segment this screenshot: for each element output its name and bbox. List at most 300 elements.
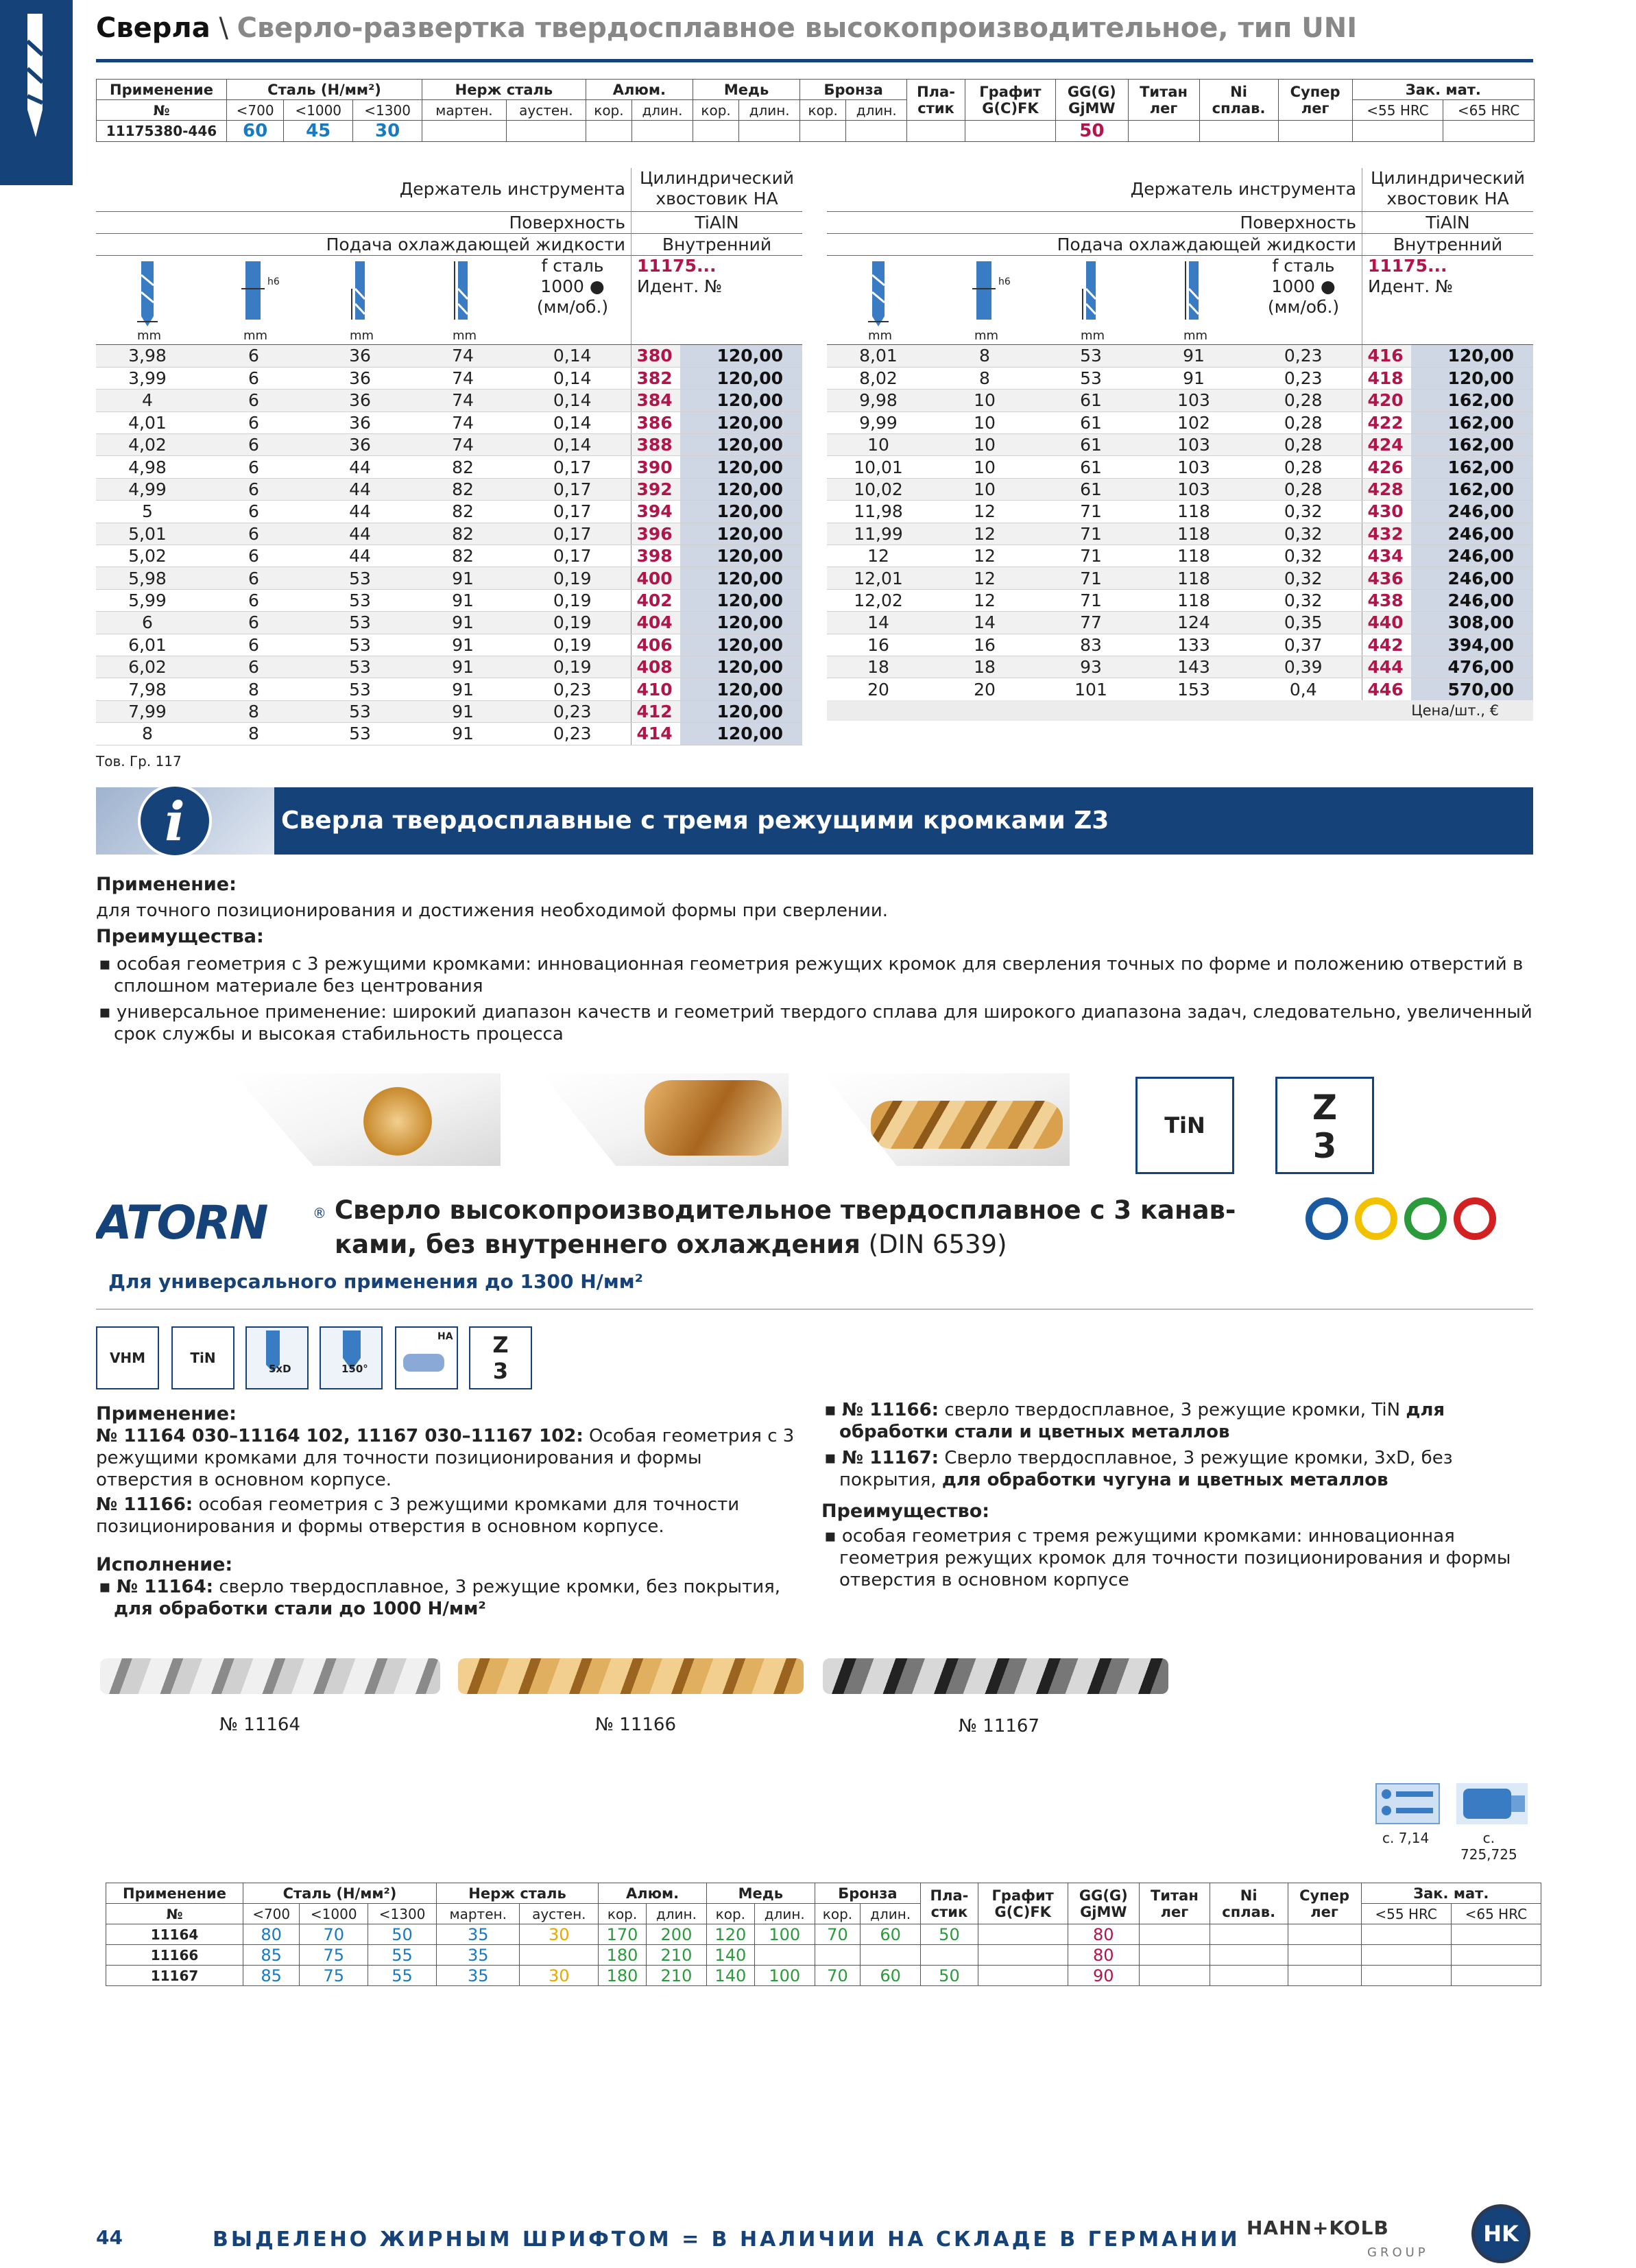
price-cell: 394,00 — [1411, 634, 1533, 656]
info-bullet-text: универсальное применение: широкий диапазон качеств и геометрий твердого сплава для широкого диапазона задач, следовательно, увеличенный срок службы и высокая стабильность процесса — [114, 1002, 1532, 1045]
app-value — [586, 121, 631, 142]
app-value: 30 — [353, 121, 422, 142]
flute-length-cell: 53 — [309, 678, 411, 700]
app2-value — [1451, 1924, 1541, 1945]
price-cell: 162,00 — [1411, 478, 1533, 500]
ident-number-cell[interactable]: 410 — [631, 678, 680, 700]
ident-number-cell[interactable]: 402 — [631, 589, 680, 611]
app2-col-header: Титан лег — [1139, 1883, 1210, 1924]
app-col-header: Применение — [97, 80, 227, 100]
app2-subheader: кор. — [706, 1904, 754, 1924]
app-value — [1443, 121, 1535, 142]
desc-adv-body: особая геометрия с тремя режущими кромками: инновационная геометрия режущих кромок для точности позиционирования и формы отверстия в основном корпусе — [839, 1526, 1511, 1590]
drill-icon — [0, 0, 73, 185]
shank-diameter-cell: 6 — [199, 367, 309, 389]
diameter-cell: 4,02 — [96, 434, 199, 456]
app2-value: 85 — [243, 1966, 300, 1986]
app2-value: 180 — [599, 1945, 647, 1966]
ident-number-cell[interactable]: 426 — [1362, 456, 1411, 478]
price-cell: 476,00 — [1411, 656, 1533, 678]
app2-value: 70 — [300, 1924, 368, 1945]
drill-11167-image — [823, 1658, 1168, 1694]
shank-diameter-cell: 14 — [930, 612, 1039, 634]
left-spec-header — [96, 168, 802, 345]
size-row — [96, 723, 802, 745]
shank-diameter-cell: 12 — [930, 523, 1039, 545]
app2-value — [815, 1945, 860, 1966]
flute-length-cell: 36 — [309, 345, 411, 367]
app2-value: 60 — [861, 1966, 921, 1986]
shank-diameter-cell: 6 — [199, 478, 309, 500]
app-value — [693, 121, 738, 142]
flute-length-cell: 36 — [309, 390, 411, 411]
app2-value: 210 — [646, 1945, 706, 1966]
app2-value — [1288, 1924, 1361, 1945]
app-value — [846, 121, 907, 142]
header-rule — [96, 59, 1533, 62]
price-cell: 246,00 — [1411, 589, 1533, 611]
app2-col-header: Ni сплав. — [1210, 1883, 1288, 1924]
app2-data-row — [106, 1924, 1541, 1945]
diameter-cell: 4 — [96, 390, 199, 411]
app-value — [1199, 121, 1278, 142]
price-cell: 308,00 — [1411, 612, 1533, 634]
ident-number-cell[interactable]: 394 — [631, 501, 680, 523]
ident-number-cell[interactable]: 436 — [1362, 567, 1411, 589]
app-col-header: Алюм. — [586, 80, 693, 100]
app2-value — [1288, 1945, 1361, 1966]
flute-length-cell: 93 — [1039, 656, 1142, 678]
z3-badge-3: 3 — [1312, 1126, 1337, 1166]
product-group-note: Тов. Гр. 117 — [96, 753, 182, 769]
shank-diameter-cell: 16 — [930, 634, 1039, 656]
app-value — [907, 121, 965, 142]
total-length-cell: 103 — [1142, 478, 1245, 500]
ident-number-cell[interactable]: 434 — [1362, 545, 1411, 567]
info-bullet: ▪ особая геометрия с 3 режущими кромками: инновационная геометрия режущих кромок для сверления точных по форме и положению отверстий в сплошном материале без центрования — [99, 954, 1524, 996]
ref-page-1[interactable]: с. 7,14 — [1382, 1830, 1430, 1846]
shank-diameter-cell: 12 — [930, 545, 1039, 567]
desc-exec-heading: Исполнение: — [96, 1554, 233, 1575]
app-subheader: длин. — [632, 100, 693, 121]
ident-number-cell[interactable]: 392 — [631, 478, 680, 500]
flute-length-cell: 77 — [1039, 612, 1142, 634]
app2-subheader: длин. — [861, 1904, 921, 1924]
feed-header: f сталь 1000 ● (мм/об.) — [514, 256, 631, 345]
diameter-cell: 8 — [96, 723, 199, 745]
diameter-cell: 3,99 — [96, 367, 199, 389]
info-icon — [134, 782, 216, 860]
price-cell: 120,00 — [680, 478, 802, 500]
size-row — [96, 478, 802, 500]
total-length-cell: 82 — [411, 501, 514, 523]
app2-value: 70 — [815, 1966, 860, 1986]
hahn-kolb-logo-text: HAHN+KOLB — [1247, 2217, 1389, 2239]
feed-rate-cell: 0,17 — [514, 478, 631, 500]
app-value — [506, 121, 586, 142]
ident-number-cell[interactable]: 406 — [631, 634, 680, 656]
shank-diameter-cell: 6 — [199, 411, 309, 433]
z3-icon-3: 3 — [492, 1358, 509, 1384]
size-row — [96, 390, 802, 411]
price-cell: 246,00 — [1411, 567, 1533, 589]
ident-number-cell[interactable]: 412 — [631, 700, 680, 722]
application-table — [96, 79, 1535, 142]
diameter-cell: 12 — [827, 545, 930, 567]
ident-number-cell[interactable]: 400 — [631, 567, 680, 589]
ident-number-cell[interactable]: 422 — [1362, 411, 1411, 433]
feed-rate-cell: 0,23 — [1245, 345, 1362, 367]
diameter-cell: 9,98 — [827, 390, 930, 411]
ident-number-cell[interactable]: 442 — [1362, 634, 1411, 656]
shank-diameter-cell: 6 — [199, 567, 309, 589]
desc-r1-bold: для обработки стали и цветных металлов — [839, 1400, 1445, 1442]
total-length-cell: 102 — [1142, 411, 1245, 433]
diameter-cell: 6,02 — [96, 656, 199, 678]
flute-length-cell: 61 — [1039, 434, 1142, 456]
feed-rate-cell: 0,39 — [1245, 656, 1362, 678]
feed-rate-cell: 0,14 — [514, 345, 631, 367]
app2-value: 200 — [646, 1924, 706, 1945]
shank-diameter-cell: 6 — [199, 345, 309, 367]
red-ring-icon — [1454, 1197, 1496, 1240]
desc-r2-bold: для обработки чугуна и цветных металлов — [941, 1470, 1388, 1490]
flute-length-cell: 61 — [1039, 390, 1142, 411]
feed-rate-cell: 0,32 — [1245, 545, 1362, 567]
app-value: 45 — [284, 121, 353, 142]
app2-value: 140 — [706, 1945, 754, 1966]
app-subheader: кор. — [800, 100, 846, 121]
surface-value: TiAlN — [631, 212, 802, 234]
ident-number-cell[interactable]: 432 — [1362, 523, 1411, 545]
app-subheader: аустен. — [506, 100, 586, 121]
app2-value: 75 — [300, 1966, 368, 1986]
app2-subheader: <700 — [243, 1904, 300, 1924]
feed-rate-cell: 0,28 — [1245, 478, 1362, 500]
desc-exec-body: сверло твердосплавное, 3 режущие кромки, без покрытия, — [213, 1577, 781, 1597]
ident-number-cell[interactable]: 428 — [1362, 478, 1411, 500]
app2-data-row — [106, 1945, 1541, 1966]
ident-number-cell[interactable]: 440 — [1362, 612, 1411, 634]
description-right — [821, 1399, 1535, 1591]
ref-page-2[interactable]: с. 725,725 — [1460, 1830, 1517, 1863]
svg-text:i: i — [165, 791, 185, 853]
ident-number-cell[interactable]: 438 — [1362, 589, 1411, 611]
feed-rate-cell: 0,32 — [1245, 567, 1362, 589]
total-length-cell: 82 — [411, 545, 514, 567]
flute-length-cell: 53 — [1039, 345, 1142, 367]
diameter-cell: 10,01 — [827, 456, 930, 478]
ident-number-cell[interactable]: 408 — [631, 656, 680, 678]
app2-subheader: кор. — [815, 1904, 860, 1924]
right-spec-header — [827, 168, 1533, 345]
app2-value: 75 — [300, 1945, 368, 1966]
unit-label: mm — [350, 329, 374, 343]
left-size-table — [96, 345, 802, 745]
app2-value — [520, 1945, 599, 1966]
unit-label: mm — [453, 329, 477, 343]
feed-rate-cell: 0,14 — [514, 434, 631, 456]
drill-caption: № 11166 — [595, 1715, 677, 1735]
total-length-cell: 82 — [411, 478, 514, 500]
article-number: 11166 — [106, 1945, 243, 1966]
price-cell: 120,00 — [680, 656, 802, 678]
flute-length-cell: 71 — [1039, 501, 1142, 523]
app2-col-header: Супер лег — [1288, 1883, 1361, 1924]
diameter-cell: 8,01 — [827, 345, 930, 367]
app-value — [1278, 121, 1352, 142]
app-col-header: Бронза — [800, 80, 907, 100]
yellow-ring-icon — [1355, 1197, 1397, 1240]
flute-length-cell: 53 — [309, 634, 411, 656]
app2-col-header: Пла- стик — [921, 1883, 978, 1924]
id-prefix: 11175... — [637, 256, 717, 276]
app-col-header: Пла- стик — [907, 80, 965, 121]
size-row — [96, 411, 802, 433]
chuck-ref-icon[interactable] — [1456, 1783, 1528, 1824]
info-text-block — [96, 872, 1533, 1045]
diameter-cell: 14 — [827, 612, 930, 634]
ident-number-cell[interactable]: 396 — [631, 523, 680, 545]
info-adv-heading: Преимущества: — [96, 926, 264, 947]
shank-diameter-cell: 6 — [199, 501, 309, 523]
flute-length-cell: 53 — [309, 567, 411, 589]
ident-number-cell[interactable]: 386 — [631, 411, 680, 433]
app2-subheader: № — [106, 1904, 243, 1924]
ident-number-cell[interactable]: 446 — [1362, 678, 1411, 700]
app2-value — [921, 1945, 978, 1966]
coolant-value: Внутренний — [1362, 234, 1533, 256]
price-cell: 120,00 — [680, 456, 802, 478]
diameter-cell: 9,99 — [827, 411, 930, 433]
ident-number-cell[interactable]: 390 — [631, 456, 680, 478]
flute-length-cell: 71 — [1039, 545, 1142, 567]
ident-number-cell[interactable]: 414 — [631, 723, 680, 745]
feed-rate-cell: 0,19 — [514, 589, 631, 611]
ident-number-cell[interactable]: 380 — [631, 345, 680, 367]
ident-number-cell[interactable]: 424 — [1362, 434, 1411, 456]
shank-diameter-cell: 10 — [930, 390, 1039, 411]
catalog-ref-icon[interactable] — [1375, 1783, 1440, 1824]
app2-value — [978, 1924, 1068, 1945]
app2-subheader: мартен. — [436, 1904, 520, 1924]
diameter-cell: 6 — [96, 612, 199, 634]
drill-body-image — [823, 1073, 1070, 1166]
shank-ha-label: HA — [437, 1331, 453, 1342]
size-row — [96, 345, 802, 367]
size-row — [96, 545, 802, 567]
section-title: Сверла — [96, 12, 210, 44]
coolant-value: Внутренний — [631, 234, 802, 256]
ident-number-cell[interactable]: 444 — [1362, 656, 1411, 678]
flute-length-icon — [350, 261, 370, 326]
unit-label: mm — [1081, 329, 1105, 343]
total-length-cell: 74 — [411, 434, 514, 456]
app2-col-header: Бронза — [815, 1883, 920, 1904]
total-length-cell: 91 — [411, 612, 514, 634]
app2-subheader: длин. — [646, 1904, 706, 1924]
diameter-cell: 18 — [827, 656, 930, 678]
title-separator: \ — [219, 12, 228, 44]
page-number: 44 — [96, 2226, 123, 2249]
app2-value: 100 — [754, 1966, 815, 1986]
surface-label: Поверхность — [827, 212, 1362, 234]
unit-label: mm — [1183, 329, 1208, 343]
ident-number-cell[interactable]: 382 — [631, 367, 680, 389]
app-col-header: Титан лег — [1128, 80, 1199, 121]
shank-diameter-cell: 8 — [930, 345, 1039, 367]
blue-ring-icon — [1306, 1197, 1348, 1240]
shank-diameter-cell: 8 — [930, 367, 1039, 389]
desc-app-text — [96, 1425, 795, 1491]
ident-number-cell[interactable]: 404 — [631, 612, 680, 634]
app2-col-header: Алюм. — [599, 1883, 707, 1904]
stock-note: ВЫДЕЛЕНО ЖИРНЫМ ШРИФТОМ = В НАЛИЧИИ НА СКЛАДЕ В ГЕРМАНИИ — [213, 2228, 1240, 2252]
drill-body-visual — [871, 1101, 1063, 1149]
shank-diameter-cell: 6 — [199, 390, 309, 411]
total-length-cell: 118 — [1142, 545, 1245, 567]
price-cell: 246,00 — [1411, 501, 1533, 523]
flute-length-cell: 44 — [309, 523, 411, 545]
ident-number-cell[interactable]: 416 — [1362, 345, 1411, 367]
price-cell: 120,00 — [680, 700, 802, 722]
coolant-label: Подача охлаждающей жидкости — [96, 234, 631, 256]
tool-holder-icon — [1456, 1783, 1528, 1824]
vhm-icon: VHM — [96, 1326, 159, 1389]
app2-value: 50 — [368, 1924, 437, 1945]
total-length-cell: 118 — [1142, 589, 1245, 611]
z3-icon-z: Z — [492, 1332, 509, 1358]
total-length-cell: 74 — [411, 411, 514, 433]
size-row — [827, 478, 1533, 500]
size-row — [827, 411, 1533, 433]
article-number: 11164 — [106, 1924, 243, 1945]
app2-value: 80 — [243, 1924, 300, 1945]
price-cell: 246,00 — [1411, 523, 1533, 545]
ident-number-cell[interactable]: 418 — [1362, 367, 1411, 389]
app2-value: 35 — [436, 1966, 520, 1986]
app2-value — [1288, 1966, 1361, 1986]
total-length-cell: 91 — [411, 678, 514, 700]
ident-number-cell[interactable]: 420 — [1362, 390, 1411, 411]
ident-number-cell[interactable]: 398 — [631, 545, 680, 567]
ident-number-cell[interactable]: 388 — [631, 434, 680, 456]
app2-value — [1210, 1966, 1288, 1986]
desc-app2-text — [96, 1494, 795, 1538]
shank-col — [930, 256, 1039, 345]
desc-app-heading: Применение: — [96, 1403, 237, 1424]
info-bullet: ▪ универсальное применение: широкий диапазон качеств и геометрий твердого сплава для широкого диапазона задач, следовательно, увеличенный срок службы и высокая стабильность процесса — [99, 1002, 1532, 1045]
app2-col-header: Графит G(C)FK — [978, 1883, 1068, 1924]
flute-length-cell: 36 — [309, 411, 411, 433]
feed-rate-cell: 0,35 — [1245, 612, 1362, 634]
product-din: (DIN 6539) — [860, 1230, 1007, 1259]
desc-app-nos: № 11164 030–11164 102, 11167 030–11167 102: — [96, 1426, 584, 1446]
total-length-cell: 91 — [1142, 367, 1245, 389]
article-number: 11167 — [106, 1966, 243, 1986]
desc-app2-body: особая геометрия с 3 режущими кромками для точности позиционирования и формы отверстия в основном корпусе. — [96, 1494, 740, 1537]
desc-r1-no: № 11166: — [841, 1400, 939, 1420]
diameter-cell: 5,98 — [96, 567, 199, 589]
desc-adv-bullet: ▪ особая геометрия с тремя режущими кромками: инновационная геометрия режущих кромок для точности позиционирования и формы отверстия в основном корпусе — [824, 1526, 1511, 1590]
total-length-cell: 133 — [1142, 634, 1245, 656]
feed-rate-cell: 0,32 — [1245, 501, 1362, 523]
flute-length-cell: 61 — [1039, 411, 1142, 433]
shank-diameter-cell: 10 — [930, 411, 1039, 433]
app2-subheader: <1300 — [368, 1904, 437, 1924]
size-row — [96, 501, 802, 523]
ident-number-cell[interactable]: 430 — [1362, 501, 1411, 523]
page-header — [96, 12, 1357, 53]
app-col-header: GG(G) GjMW — [1056, 80, 1128, 121]
total-length-icon — [453, 261, 473, 326]
size-row — [827, 456, 1533, 478]
diameter-cell: 11,98 — [827, 501, 930, 523]
price-cell: 120,00 — [680, 501, 802, 523]
desc-app-body: Особая геометрия с 3 режущими кромками для точности позиционирования и формы отверстия в основном корпусе. — [96, 1426, 795, 1490]
list-icon — [1377, 1784, 1439, 1823]
info-title: Сверла твердосплавные с тремя режущими кромками Z3 — [281, 807, 1109, 835]
app2-value: 35 — [436, 1924, 520, 1945]
size-row — [827, 345, 1533, 367]
surface-value: TiAlN — [1362, 212, 1533, 234]
flute-length-cell: 53 — [309, 656, 411, 678]
app2-value — [1361, 1924, 1451, 1945]
desc-r2-no: № 11167: — [841, 1448, 939, 1468]
shank-diameter-cell: 8 — [199, 678, 309, 700]
ident-number-cell[interactable]: 384 — [631, 390, 680, 411]
size-row — [827, 634, 1533, 656]
diameter-cell: 3,98 — [96, 345, 199, 367]
app2-subheader: кор. — [599, 1904, 647, 1924]
app2-value — [1451, 1945, 1541, 1966]
holder-label: Держатель инструмента — [827, 168, 1362, 212]
total-length-cell: 118 — [1142, 567, 1245, 589]
page-subtitle: Сверло-развертка твердосплавное высокопроизводительное, тип UNI — [237, 12, 1358, 44]
holder-value: Цилиндрический хвостовик HA — [631, 168, 802, 212]
feed-rate-cell: 0,28 — [1245, 411, 1362, 433]
total-length-col — [411, 256, 514, 345]
app2-subheader: длин. — [754, 1904, 815, 1924]
size-row — [827, 656, 1533, 678]
shank-col — [199, 256, 309, 345]
app2-value: 50 — [921, 1966, 978, 1986]
unit-label: mm — [974, 329, 999, 343]
size-row — [96, 678, 802, 700]
total-length-cell: 91 — [411, 589, 514, 611]
app2-value — [1361, 1966, 1451, 1986]
feed-rate-cell: 0,28 — [1245, 390, 1362, 411]
app-header-row — [97, 80, 1535, 100]
diameter-cell: 8,02 — [827, 367, 930, 389]
length-5xd-label: 5xD — [269, 1363, 291, 1375]
app-value — [800, 121, 846, 142]
point-angle-icon — [320, 1326, 383, 1389]
diameter-col — [96, 256, 199, 345]
desc-exec-bold: для обработки стали до 1000 Н/мм² — [114, 1599, 486, 1619]
shank-diameter-cell: 6 — [199, 545, 309, 567]
total-length-cell: 91 — [411, 634, 514, 656]
drill-11166-image — [458, 1658, 804, 1694]
shank-diameter-cell: 6 — [199, 456, 309, 478]
size-row — [96, 634, 802, 656]
id-header — [631, 256, 802, 345]
drill-11164-image — [100, 1658, 440, 1694]
feed-rate-cell: 0,19 — [514, 634, 631, 656]
total-length-cell: 103 — [1142, 456, 1245, 478]
price-cell: 162,00 — [1411, 390, 1533, 411]
app2-value: 30 — [520, 1966, 599, 1986]
